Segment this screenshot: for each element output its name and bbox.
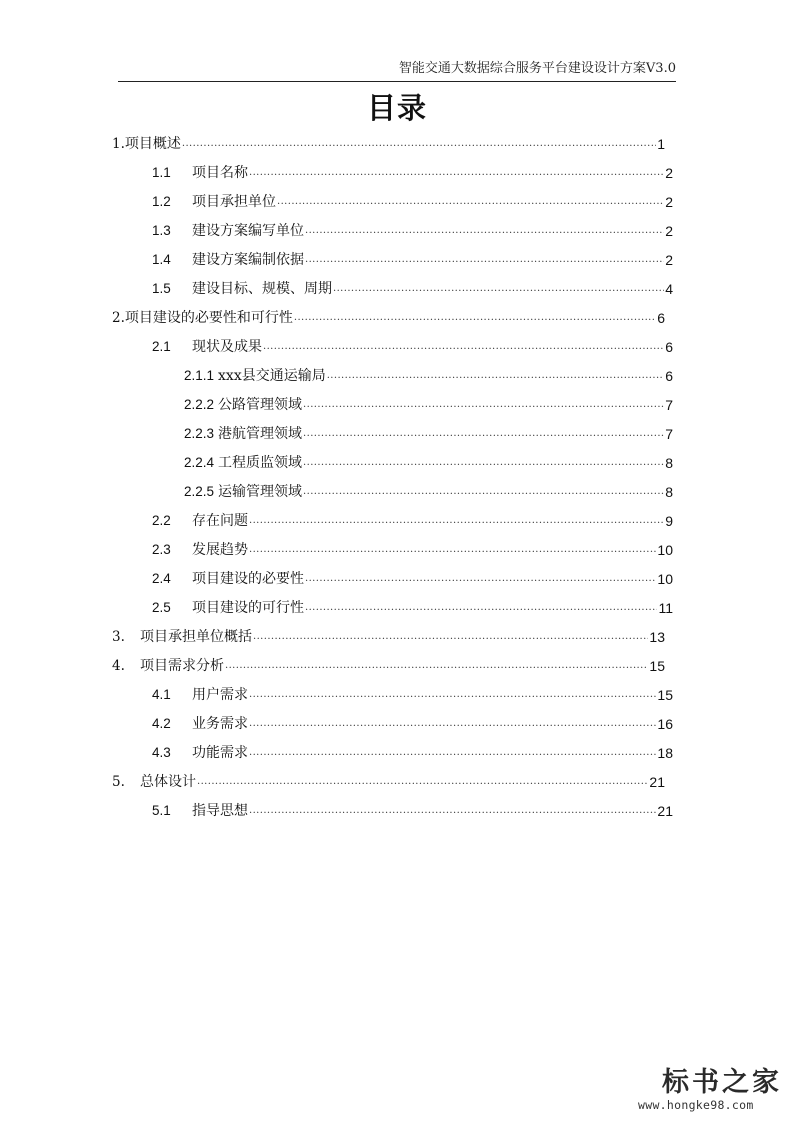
toc-entry-number: 2.2.5 [184, 484, 215, 499]
toc-entry-page: 10 [657, 542, 673, 558]
toc-entry[interactable] [184, 481, 673, 501]
toc-entry[interactable] [152, 597, 673, 617]
toc-entry-page: 21 [649, 774, 665, 790]
header-text: 智能交通大数据综合服务平台建设设计方案V3.0 [398, 61, 676, 76]
toc-entry-label: 项目建设的必要性和可行性 [124, 310, 293, 326]
toc-entry-page: 15 [649, 658, 665, 674]
toc-entry[interactable] [152, 568, 673, 588]
toc-entry-page: 8 [665, 484, 673, 500]
toc-leader-dots [294, 309, 656, 327]
toc-entry-label: 项目概述 [124, 136, 181, 152]
toc-entry[interactable] [152, 249, 673, 269]
toc-entry-label: 用户需求 [192, 687, 248, 703]
toc-entry[interactable] [152, 684, 673, 704]
toc-entry-label: 项目承担单位 [192, 194, 276, 210]
toc-entry-page: 11 [658, 600, 673, 616]
toc-entry[interactable] [152, 278, 673, 298]
toc-leader-dots [253, 628, 648, 646]
toc-leader-dots [249, 512, 664, 530]
toc-entry-number: 2.2.2 [184, 397, 215, 412]
toc-entry-label: 业务需求 [192, 716, 248, 732]
toc-entry-number: 2.1.1 [184, 368, 215, 383]
toc-entry-label: 项目建设的可行性 [192, 600, 304, 616]
toc-entry-label: 发展趋势 [192, 542, 248, 558]
toc-entry-page: 9 [665, 513, 673, 529]
watermark-url: www.hongke98.com [638, 1098, 754, 1112]
toc-entry-label: 建设方案编写单位 [192, 223, 304, 239]
toc-entry-number: 1.3 [152, 223, 171, 238]
toc-entry-number: 4.3 [152, 745, 171, 760]
toc-entry-number: 1.1 [152, 165, 171, 180]
toc-leader-dots [182, 135, 656, 153]
toc-leader-dots [249, 802, 656, 820]
toc-leader-dots [263, 338, 664, 356]
toc-entry-number: 1.4 [152, 252, 171, 267]
toc-entry-number: 1.2 [152, 194, 171, 209]
toc-entry-page: 18 [657, 745, 673, 761]
toc-entry-label: 公路管理领域 [218, 397, 303, 413]
toc-leader-dots [305, 251, 664, 269]
toc-leader-dots [303, 425, 664, 443]
toc-entry-number: 2.3 [152, 542, 171, 557]
toc-entry-number: 1. [112, 136, 125, 152]
toc-entry-label: 建设目标、规模、周期 [192, 281, 332, 297]
toc-entry-label: 工程质监领域 [218, 455, 303, 471]
toc-entry[interactable] [112, 307, 665, 327]
toc-entry-number: 5. [112, 774, 125, 790]
toc-entry[interactable] [152, 162, 673, 182]
toc-entry[interactable] [112, 655, 665, 675]
toc-entry-label: 项目建设的必要性 [192, 571, 304, 587]
toc-entry-label: 功能需求 [192, 745, 248, 761]
toc-entry-label: 港航管理领域 [218, 426, 303, 442]
watermark-logo [628, 1060, 794, 1122]
toc-leader-dots [327, 367, 664, 385]
toc-entry-number: 2.2.4 [184, 455, 215, 470]
toc-entry[interactable] [152, 800, 673, 820]
toc-leader-dots [303, 483, 664, 501]
toc-leader-dots [249, 541, 656, 559]
toc-entry[interactable] [112, 771, 665, 791]
toc-leader-dots [277, 193, 664, 211]
toc-entry-page: 6 [657, 310, 665, 326]
toc-entry-number: 2.2.3 [184, 426, 215, 441]
toc-entry-label: 总体设计 [140, 774, 196, 790]
toc-leader-dots [197, 773, 648, 791]
toc-entry-number: 3. [112, 629, 125, 645]
toc-entry-page: 4 [665, 281, 673, 297]
toc-entry-number: 2.2 [152, 513, 171, 528]
page-title: 目录 [366, 91, 427, 125]
toc-entry[interactable] [152, 539, 673, 559]
watermark-title: 标书之家 [662, 1067, 782, 1098]
toc-entry[interactable] [184, 452, 673, 472]
toc-leader-dots [249, 164, 664, 182]
toc-entry-label: 项目名称 [192, 165, 248, 181]
toc-entry[interactable] [184, 394, 673, 414]
toc-entry[interactable] [184, 423, 673, 443]
toc-entry-label: 现状及成果 [192, 339, 262, 355]
toc-entry-page: 13 [649, 629, 665, 645]
toc-entry[interactable] [152, 220, 673, 240]
toc-entry-page: 2 [665, 252, 673, 268]
toc-entry-page: 8 [665, 455, 673, 471]
toc-entry[interactable] [152, 742, 673, 762]
toc-entry-page: 15 [657, 687, 673, 703]
toc-leader-dots [249, 686, 656, 704]
toc-entry-page: 16 [657, 716, 673, 732]
toc-entry-page: 6 [665, 339, 673, 355]
toc-entry-label: 项目需求分析 [140, 658, 224, 674]
toc-leader-dots [305, 599, 657, 617]
toc-entry[interactable] [112, 626, 665, 646]
toc-leader-dots [305, 570, 656, 588]
toc-leader-dots [249, 715, 656, 733]
toc-entry-number: 2.4 [152, 571, 171, 586]
toc-entry-label: 存在问题 [192, 513, 248, 529]
toc-leader-dots [333, 280, 664, 298]
toc-entry[interactable] [152, 510, 673, 530]
toc-entry-number: 4.2 [152, 716, 171, 731]
toc-entry[interactable] [184, 365, 673, 385]
toc-entry-number: 4.1 [152, 687, 171, 702]
toc-leader-dots [305, 222, 664, 240]
toc-entry-page: 7 [665, 397, 673, 413]
toc-entry-label: 运输管理领域 [218, 484, 303, 500]
toc-entry-page: 2 [665, 223, 673, 239]
toc-entry[interactable] [152, 713, 673, 733]
toc-entry-page: 10 [657, 571, 673, 587]
toc-entry-page: 6 [665, 368, 673, 384]
toc-entry-number: 4. [112, 658, 125, 674]
toc-leader-dots [303, 454, 664, 472]
toc-entry[interactable] [112, 133, 665, 153]
toc-entry-label: 项目承担单位概括 [140, 629, 252, 645]
toc-entry-number: 1.5 [152, 281, 171, 296]
toc-leader-dots [303, 396, 664, 414]
toc-entry-label: xxx县交通运输局 [218, 368, 326, 384]
toc-entry-page: 7 [665, 426, 673, 442]
toc-entry-number: 2.1 [152, 339, 171, 354]
toc-entry[interactable] [152, 191, 673, 211]
toc-entry[interactable] [152, 336, 673, 356]
toc-entry-label: 指导思想 [192, 803, 248, 819]
toc-entry-label: 建设方案编制依据 [192, 252, 304, 268]
toc-entry-page: 2 [665, 194, 673, 210]
toc-entry-page: 21 [657, 803, 673, 819]
toc-entry-number: 2. [112, 310, 125, 326]
toc-leader-dots [225, 657, 648, 675]
toc-entry-number: 5.1 [152, 803, 171, 818]
page-header [118, 57, 676, 82]
toc-leader-dots [249, 744, 656, 762]
toc-entry-page: 1 [657, 136, 665, 152]
toc-entry-page: 2 [665, 165, 673, 181]
toc-entry-number: 2.5 [152, 600, 171, 615]
